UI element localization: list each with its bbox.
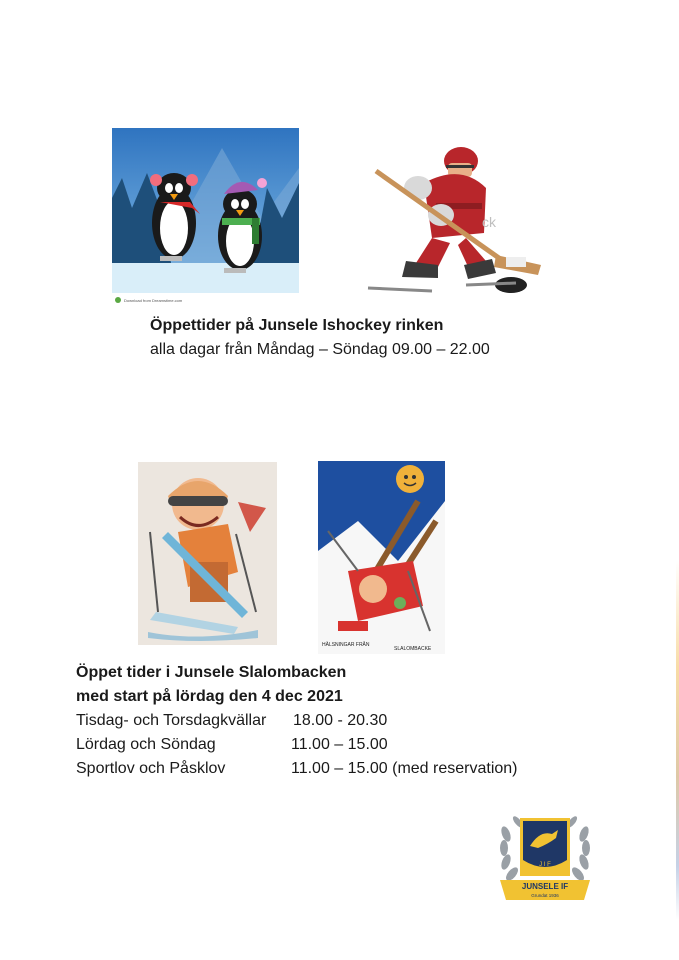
ski-card-caption-left: HÄLSNINGAR FRÅN (322, 642, 370, 648)
schedule-label: Lördag och Söndag (76, 736, 216, 753)
schedule-row (76, 734, 596, 756)
slalom-title: Öppet tider i Junsele Slalombacken (76, 664, 347, 681)
logo-tagline: Grundat 1936 (531, 893, 559, 898)
hockey-watermark: ck (482, 214, 496, 230)
ishockey-title: Öppettider på Junsele Ishockey rinken (150, 317, 444, 334)
slalom-start-date: med start på lördag den 4 dec 2021 (76, 688, 343, 705)
ski-crash-cartoon-image (318, 461, 445, 654)
schedule-row (76, 758, 596, 780)
ishockey-hours: alla dagar från Måndag – Söndag 09.00 – 22.00 (150, 341, 490, 358)
skier-cartoon-image (138, 462, 277, 645)
schedule-time: 11.00 – 15.00 (291, 736, 388, 753)
schedule-label: Sportlov och Påsklov (76, 760, 226, 777)
logo-letters: J I F (539, 862, 551, 868)
junsele-if-logo (496, 804, 594, 904)
ski-card-caption-right: SLALOMBACKE (394, 646, 432, 652)
schedule-label: Tisdag- och Torsdagkvällar (76, 712, 267, 729)
schedule-row (76, 710, 596, 732)
schedule-time: 18.00 - 20.30 (293, 712, 388, 729)
penguin-credit-text: Download from Dreamstime.com (124, 298, 183, 303)
slalom-schedule (76, 710, 596, 782)
logo-name: JUNSELE IF (521, 882, 569, 891)
hockey-player-image (366, 143, 544, 298)
penguins-skating-image (112, 128, 299, 304)
schedule-time: 11.00 – 15.00 (med reservation) (291, 760, 518, 777)
